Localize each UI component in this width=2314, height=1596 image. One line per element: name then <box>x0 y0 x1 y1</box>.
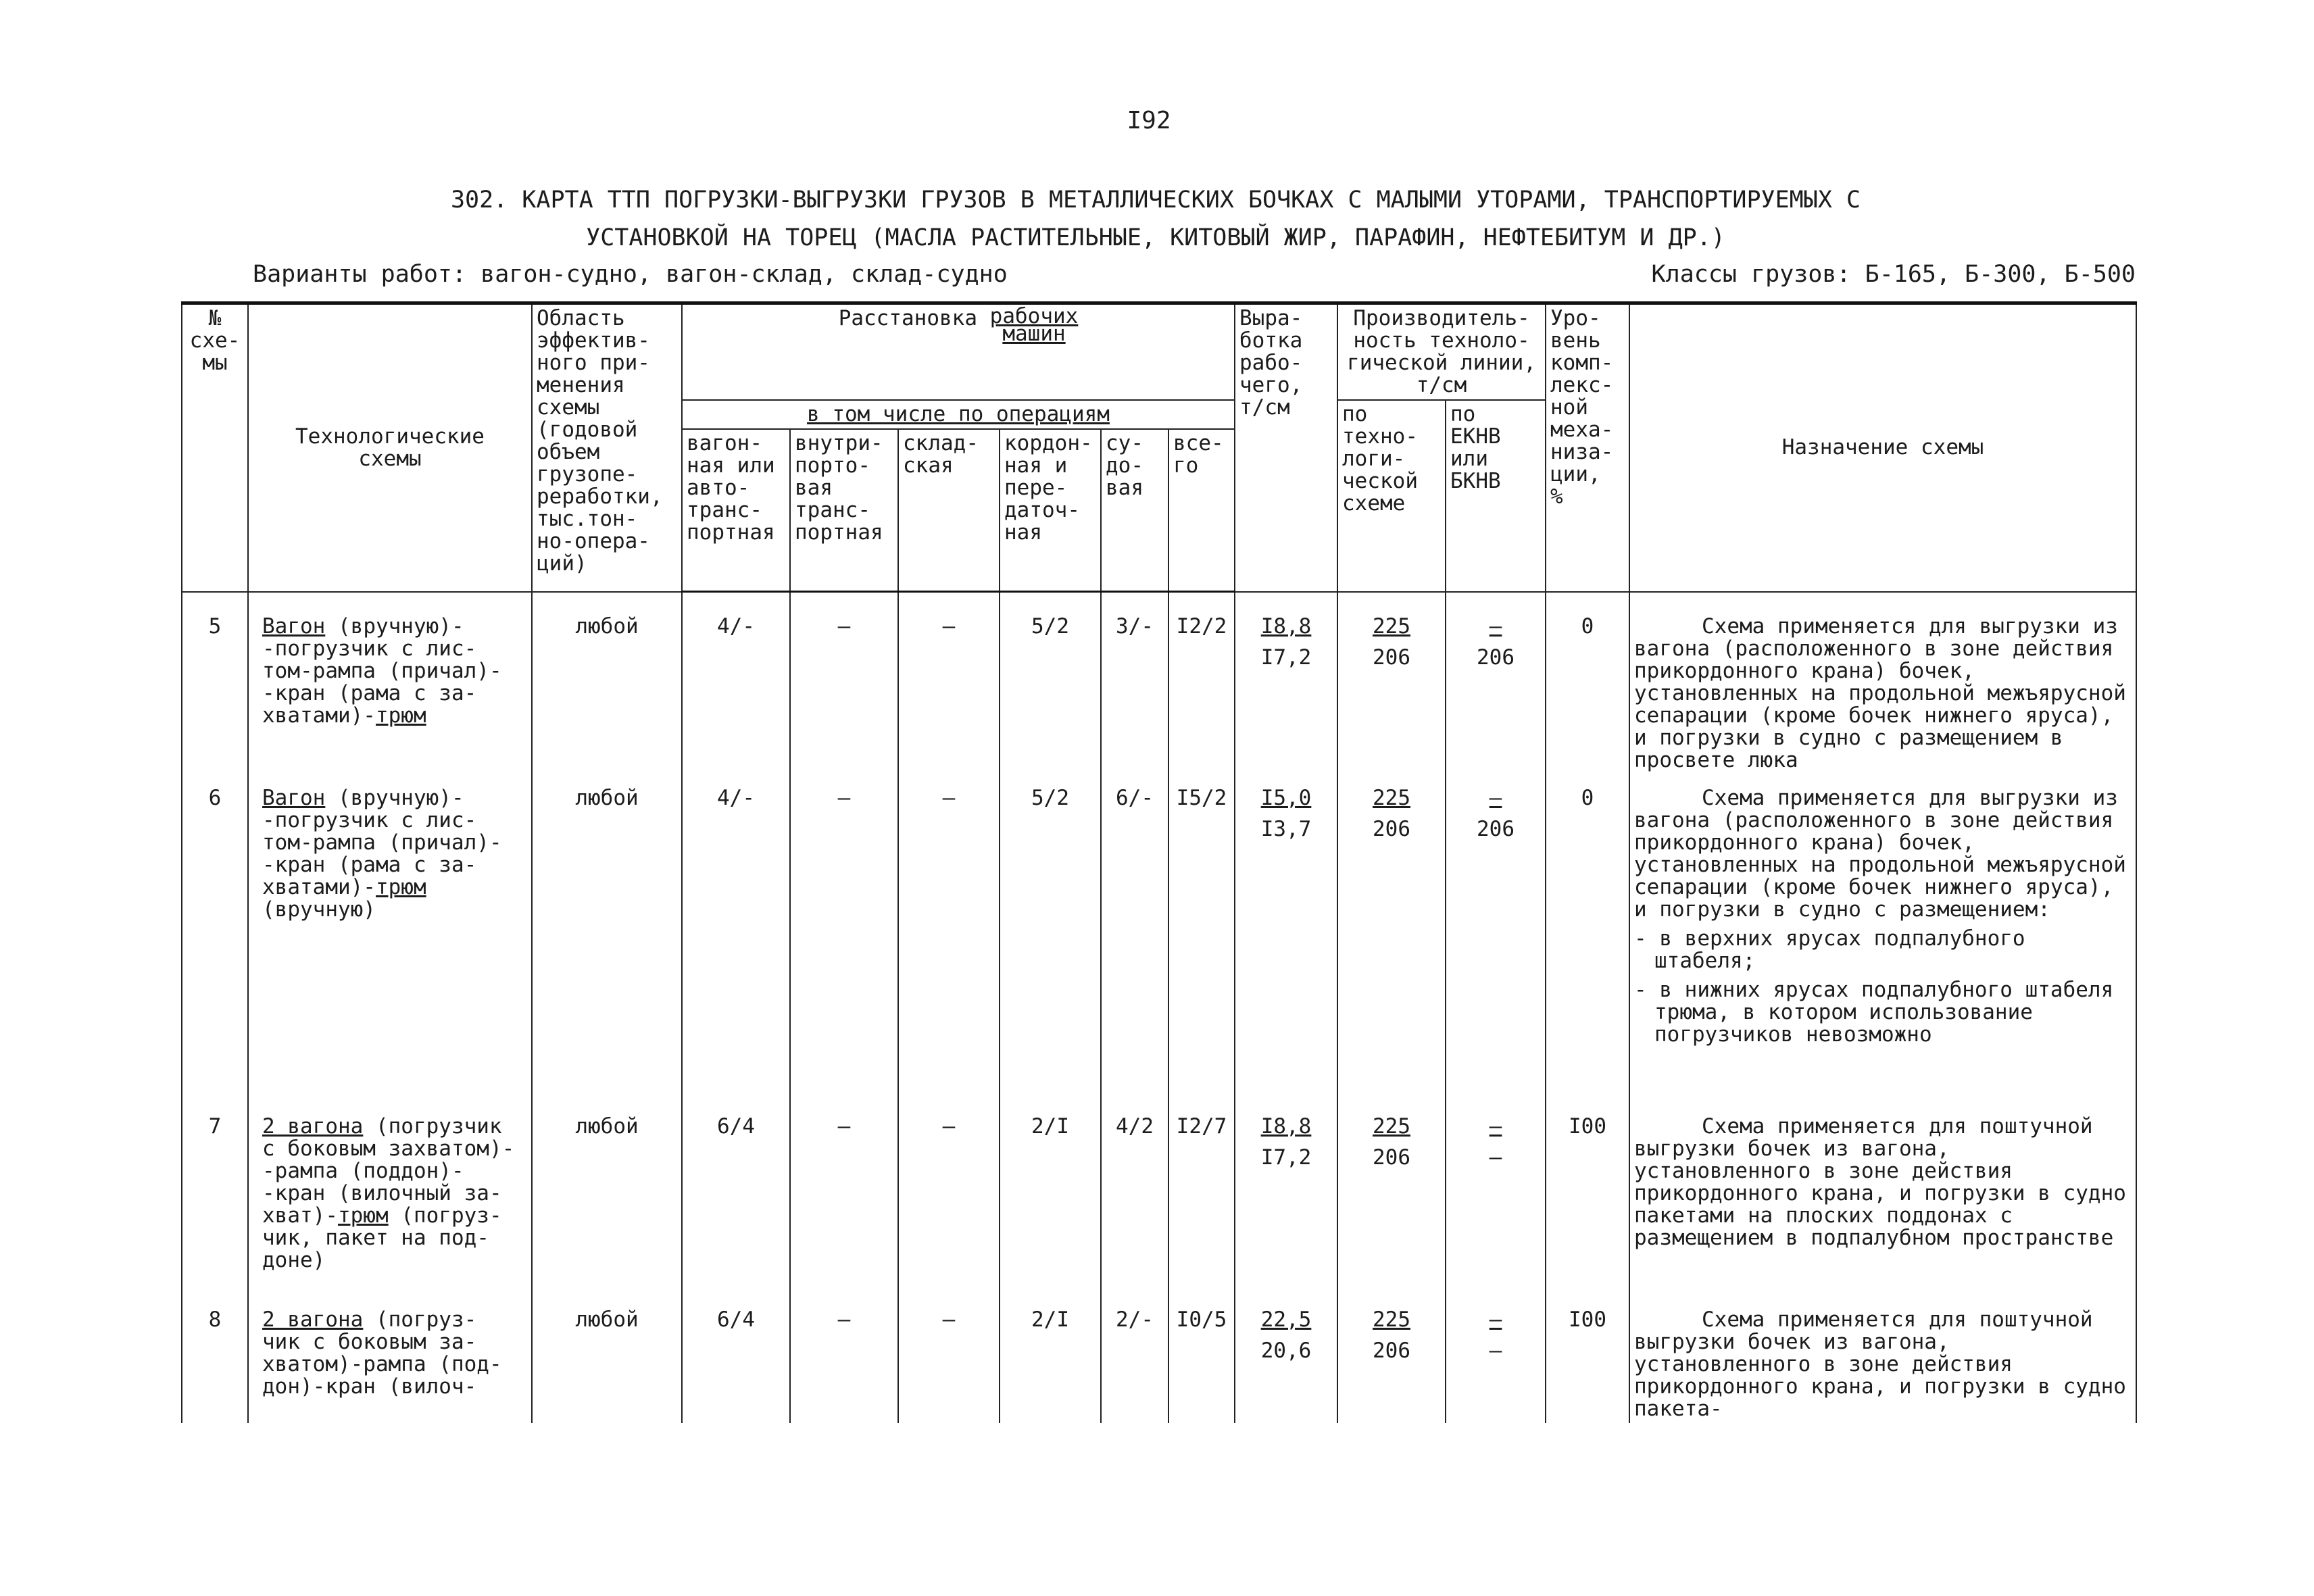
row-store: – <box>898 1306 1000 1423</box>
scheme-start: 2 вагона <box>262 1307 364 1332</box>
row-inner: – <box>790 592 898 784</box>
purpose-item: - в верхних ярусах подпалубного штабеля; <box>1634 926 2025 973</box>
row-mechanization: 0 <box>1546 784 1629 1113</box>
row-inner: – <box>790 1113 898 1306</box>
header-op-total: все- го <box>1168 429 1235 592</box>
page-number: I92 <box>1127 107 1171 134</box>
row-inner: – <box>790 1306 898 1423</box>
ekhv-top: – <box>1489 1307 1502 1332</box>
row-area: любой <box>532 592 682 784</box>
row-cordon: 5/2 <box>1000 784 1101 1113</box>
output-top: I8,8 <box>1260 1114 1312 1139</box>
table-body <box>182 592 2136 1423</box>
row-purpose <box>1629 1113 2136 1306</box>
row-mechanization: 0 <box>1546 592 1629 784</box>
table-header <box>182 303 2136 592</box>
header-prod-ekhv: по ЕКНВ или БКНВ <box>1446 400 1546 592</box>
row-prod-ekhv <box>1446 1306 1546 1423</box>
row-area: любой <box>532 784 682 1113</box>
row-number: 6 <box>182 784 248 1113</box>
header-purpose: Назначение схемы <box>1629 303 2136 592</box>
output-bottom: I7,2 <box>1260 645 1312 670</box>
row-prod-scheme <box>1337 784 1446 1113</box>
ekhv-top: – <box>1489 1114 1502 1139</box>
row-ship: 3/- <box>1101 592 1168 784</box>
row-prod-scheme <box>1337 1113 1446 1306</box>
prod-bottom: 206 <box>1373 1145 1411 1170</box>
purpose-text: Схема применяется для поштучной выгрузки бочек из вагона, установленного в зоне действия прикордонного крана, и погрузки в судно пакета- <box>1634 1307 2126 1421</box>
row-total: I2/7 <box>1168 1113 1235 1306</box>
technology-table <box>181 301 2137 1423</box>
header-op-inner: внутри- порто- вая транс- портная <box>790 429 898 592</box>
title-line-1: 302. КАРТА ТТП ПОГРУЗКИ-ВЫГРУЗКИ ГРУЗОВ В МЕТАЛЛИЧЕСКИХ БОЧКАХ С МАЛЫМИ УТОРАМИ, ТРАНСПОРТИРУЕМЫХ С <box>450 186 1861 214</box>
scheme-end: трюм <box>375 703 426 728</box>
ekhv-bottom: 206 <box>1477 645 1515 670</box>
row-total: I0/5 <box>1168 1306 1235 1423</box>
header-placement-machines: рабочих машин <box>989 304 1079 346</box>
table-row <box>182 784 2136 1113</box>
ekhv-bottom: – <box>1489 1338 1502 1363</box>
header-scheme-number: № схе- мы <box>182 303 248 592</box>
title-line-2: УСТАНОВКОЙ НА ТОРЕЦ (МАСЛА РАСТИТЕЛЬНЫЕ, КИТОВЫЙ ЖИР, ПАРАФИН, НЕФТЕБИТУМ И ДР.) <box>586 224 1725 251</box>
row-number: 8 <box>182 1306 248 1423</box>
row-cordon: 2/I <box>1000 1306 1101 1423</box>
row-wagon: 4/- <box>682 592 790 784</box>
header-output: Выра- ботка рабо- чего, т/см <box>1235 303 1337 592</box>
output-top: 22,5 <box>1260 1307 1312 1332</box>
prod-bottom: 206 <box>1373 816 1411 841</box>
row-prod-ekhv <box>1446 784 1546 1113</box>
row-inner: – <box>790 784 898 1113</box>
row-total: I5/2 <box>1168 784 1235 1113</box>
header-prod-scheme: по техно- логи- ческой схеме <box>1337 400 1446 592</box>
scheme-text: (погрузчик с боковым захватом)- -рампа (поддон)- -кран (вилочный за- хват)- <box>262 1114 515 1228</box>
row-purpose <box>1629 784 2136 1113</box>
row-cordon: 5/2 <box>1000 592 1101 784</box>
header-application-area: Область эффектив- ного при- менения схемы (годовой объем грузопе- реработки, тыс.тон- но-опера- ций) <box>532 303 682 592</box>
scheme-start: Вагон <box>262 614 326 639</box>
row-store: – <box>898 1113 1000 1306</box>
scheme-end: трюм <box>337 1203 389 1228</box>
prod-bottom: 206 <box>1373 645 1411 670</box>
ekhv-bottom: 206 <box>1477 816 1515 841</box>
output-top: I8,8 <box>1260 614 1312 639</box>
row-scheme <box>248 1113 532 1306</box>
header-op-ship: су- до- вая <box>1101 429 1168 592</box>
header-op-wagon: вагон- ная или авто- транс- портная <box>682 429 790 592</box>
purpose-text: Схема применяется для поштучной выгрузки бочек из вагона, установленного в зоне действия прикордонного крана, и погрузки в судно пакетами на плоских поддонах с размещением в подпалубном пространстве <box>1634 1114 2126 1250</box>
row-prod-scheme <box>1337 592 1446 784</box>
row-prod-ekhv <box>1446 592 1546 784</box>
prod-bottom: 206 <box>1373 1338 1411 1363</box>
row-output <box>1235 1113 1337 1306</box>
row-output <box>1235 784 1337 1113</box>
scheme-text: (вручную)- -погрузчик с лис- том-рампа (причал)- -кран (рама с за- хватами)- <box>262 785 502 899</box>
purpose-text: Схема применяется для выгрузки из вагона (расположенного в зоне действия прикордонного крана) бочек, установленных на продольной межъярусной сепарации (кроме бочек нижнего яруса), и погрузки в судно с размещением: <box>1634 785 2126 922</box>
scheme-start: 2 вагона <box>262 1114 364 1139</box>
row-prod-ekhv <box>1446 1113 1546 1306</box>
row-wagon: 6/4 <box>682 1306 790 1423</box>
output-bottom: I3,7 <box>1260 816 1312 841</box>
row-purpose <box>1629 1306 2136 1423</box>
row-scheme <box>248 784 532 1113</box>
row-output <box>1235 592 1337 784</box>
row-store: – <box>898 784 1000 1113</box>
row-scheme <box>248 592 532 784</box>
row-wagon: 4/- <box>682 784 790 1113</box>
row-area: любой <box>532 1113 682 1306</box>
row-cordon: 2/I <box>1000 1113 1101 1306</box>
row-prod-scheme <box>1337 1306 1446 1423</box>
scheme-tail: (вручную) <box>262 897 376 922</box>
row-wagon: 6/4 <box>682 1113 790 1306</box>
header-machine-placement <box>682 303 1235 401</box>
output-bottom: I7,2 <box>1260 1145 1312 1170</box>
row-purpose <box>1629 592 2136 784</box>
scheme-text: (погруз- чик с боковым за- хватом)-рампа (под- дон)-кран (вилоч- <box>262 1307 502 1399</box>
row-output <box>1235 1306 1337 1423</box>
prod-top: 225 <box>1373 785 1411 810</box>
header-by-operations: в том числе по операциям <box>682 400 1235 429</box>
output-top: I5,0 <box>1260 785 1312 810</box>
header-productivity: Производитель- ность техноло- гической линии, т/см <box>1337 303 1546 401</box>
row-ship: 6/- <box>1101 784 1168 1113</box>
row-store: – <box>898 592 1000 784</box>
ekhv-bottom: – <box>1489 1145 1502 1170</box>
scheme-start: Вагон <box>262 785 326 810</box>
header-mechanization: Уро- вень комп- лекс- ной меха- низа- ции, % <box>1546 303 1629 592</box>
row-scheme <box>248 1306 532 1423</box>
ekhv-top: – <box>1489 614 1502 639</box>
prod-top: 225 <box>1373 1114 1411 1139</box>
row-mechanization: I00 <box>1546 1113 1629 1306</box>
prod-top: 225 <box>1373 614 1411 639</box>
row-area: любой <box>532 1306 682 1423</box>
row-mechanization: I00 <box>1546 1306 1629 1423</box>
row-total: I2/2 <box>1168 592 1235 784</box>
table-row <box>182 1306 2136 1423</box>
work-variants: Варианты работ: вагон-судно, вагон-склад, склад-судно <box>253 261 1008 288</box>
row-number: 5 <box>182 592 248 784</box>
row-ship: 4/2 <box>1101 1113 1168 1306</box>
table-row <box>182 1113 2136 1306</box>
cargo-classes: Классы грузов: Б-165, Б-300, Б-500 <box>1651 261 2136 288</box>
purpose-item: - в нижних ярусах подпалубного штабеля трюма, в котором использование погрузчиков невозможно <box>1634 977 2114 1047</box>
ekhv-top: – <box>1489 785 1502 810</box>
purpose-text: Схема применяется для выгрузки из вагона (расположенного в зоне действия прикордонного крана) бочек, установленных на продольной межъярусной сепарации (кроме бочек нижнего яруса), и погрузки в судно с размещением в просвете люка <box>1634 614 2126 772</box>
document-title <box>243 181 2068 257</box>
row-number: 7 <box>182 1113 248 1306</box>
scheme-tail: (погруз- чик, пакет на под- доне) <box>262 1203 502 1272</box>
prod-top: 225 <box>1373 1307 1411 1332</box>
header-op-store: склад- ская <box>898 429 1000 592</box>
row-ship: 2/- <box>1101 1306 1168 1423</box>
header-op-cordon: кордон- ная и пере- даточ- ная <box>1000 429 1101 592</box>
header-tech-schemes: Технологические схемы <box>248 303 532 592</box>
scheme-text: (вручную)- -погрузчик с лис- том-рампа (причал)- -кран (рама с за- хватами)- <box>262 614 502 728</box>
table-row <box>182 592 2136 784</box>
header-placement-label: Расстановка <box>838 306 977 330</box>
output-bottom: 20,6 <box>1260 1338 1312 1363</box>
scheme-end: трюм <box>375 874 426 899</box>
